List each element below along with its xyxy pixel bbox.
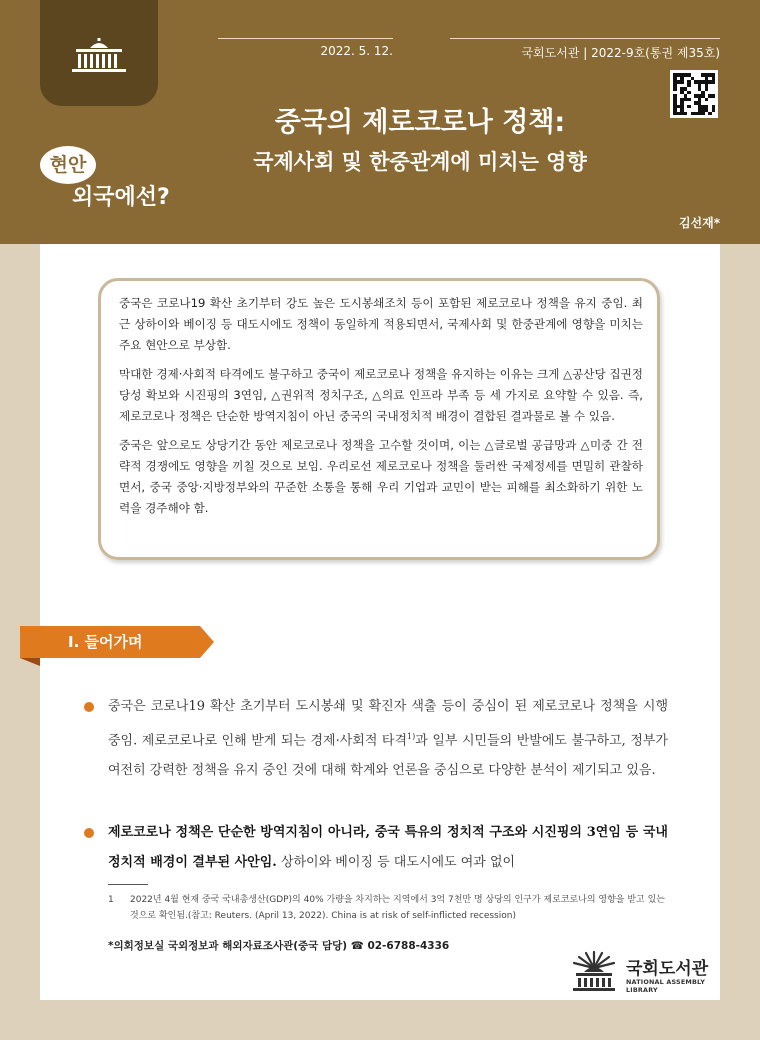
section-ribbon-tip (200, 626, 214, 658)
issue-rule (450, 38, 720, 39)
section-heading (20, 626, 216, 658)
bullet-item-2 (108, 818, 668, 878)
page-subtitle: 국제사회 및 한중관계에 미치는 영향 (253, 150, 587, 174)
date-rule (218, 38, 393, 39)
bullet-dot-icon (84, 702, 94, 712)
library-emblem-icon (568, 948, 620, 994)
summary-paragraph-2: 막대한 경제·사회적 타격에도 불구하고 중국이 제로코로나 정책을 유지하는 이유는 크게 △공산당 집권정당성 확보와 시진핑의 3연임, △권위적 정치구조, △의료 인프라 부족 등 세 가지로 요약할 수 있음. 즉, 제로코로나 정책은 단순한 방역지침이 아닌 중국의 국내정치적 배경이 결합된 결과물로 볼 수 있음. (119, 367, 643, 423)
bullet-1-text-a: 중국은 코로나19 확산 초기부터 도시봉쇄 및 확진자 색출 등이 중심이 된 제로코로나 정책을 시행 중임. 제로코로나로 인해 받게 되는 경제·사회적 타격 (108, 699, 668, 749)
bullet-2-bold-text: 제로코로나 정책은 단순한 방역지침이 아니라, 중국 특유의 정치적 구조와 시진핑의 3연임 등 국내정치적 배경이 결부된 사안임. (108, 825, 668, 870)
assembly-building-icon (66, 36, 132, 76)
page-title: 중국의 제로코로나 정책: (274, 107, 566, 138)
qr-code-icon[interactable] (670, 70, 718, 118)
publication-date: 2022. 5. 12. (320, 44, 393, 58)
bullet-1-text-b: 과 일부 시민들의 반발에도 불구하고, 정부가 여전히 강력한 정책을 유지 중인 것에 대해 학계와 언론을 중심으로 다양한 분석이 제기되고 있음. (108, 733, 668, 779)
summary-box (98, 278, 660, 560)
footnote-rule (108, 884, 148, 885)
summary-paragraph-3: 중국은 앞으로도 상당기간 동안 제로코로나 정책을 고수할 것이며, 이는 △글로벌 공급망과 △미중 간 전략적 경쟁에도 영향을 끼칠 것으로 보임. 우리로선 제로코로나 정책을 둘러싼 국제정세를 면밀히 관찰하면서, 중국 중앙·지방정부와의 꾸준한 소통을 통해 우리 기업과 교민이 받는 피해를 최소화하기 위한 노력을 경주해야 함. (119, 438, 643, 515)
author-name: 김선재* (678, 216, 720, 230)
bullet-dot-icon (84, 828, 94, 838)
issue-number: 국회도서관 | 2022-9호(통권 제35호) (521, 46, 720, 60)
library-logo (568, 948, 720, 996)
summary-paragraph-1: 중국은 코로나19 확산 초기부터 강도 높은 도시봉쇄조치 등이 포함된 제로코로나 정책을 유지 중임. 최근 상하이와 베이징 등 대도시에도 정책이 동일하게 적용되면서, 국제사회 및 한중관계에 영향을 미치는 주요 현안으로 부상함. (119, 296, 643, 352)
contact-info: *의회정보실 국외정보과 해외자료조사관(중국 담당) ☎ 02-6788-4336 (108, 940, 450, 952)
header-band (0, 0, 760, 244)
bullet-item-1 (108, 692, 668, 786)
series-badge: 현안 (40, 146, 96, 184)
section-ribbon-fold (20, 658, 40, 666)
library-name: 국회도서관 (626, 959, 709, 979)
qr-pattern (673, 73, 715, 115)
assembly-logo-tab (40, 0, 158, 106)
footnote-ref[interactable]: 1) (407, 732, 416, 741)
bullet-2-text: 상하이와 베이징 등 대도시에도 여과 없이 (276, 855, 516, 870)
footnote (108, 892, 668, 924)
footnote-text: 2022년 4월 현재 중국 국내총생산(GDP)의 40% 가량을 차지하는 지역에서 3억 7천만 명 상당의 인구가 제로코로나의 영향을 받고 있는 것으로 확인됨.(참고: Reuters. (April 13, 2022). China is at risk of self-inflicted recession) (130, 895, 666, 921)
section-title: Ⅰ. 들어가며 (68, 633, 143, 651)
footnote-number: 1 (108, 895, 114, 905)
library-english-name: NATIONAL ASSEMBLY LIBRARY (626, 978, 706, 994)
document-page (40, 244, 720, 1000)
series-name: 외국에선? (72, 185, 170, 210)
